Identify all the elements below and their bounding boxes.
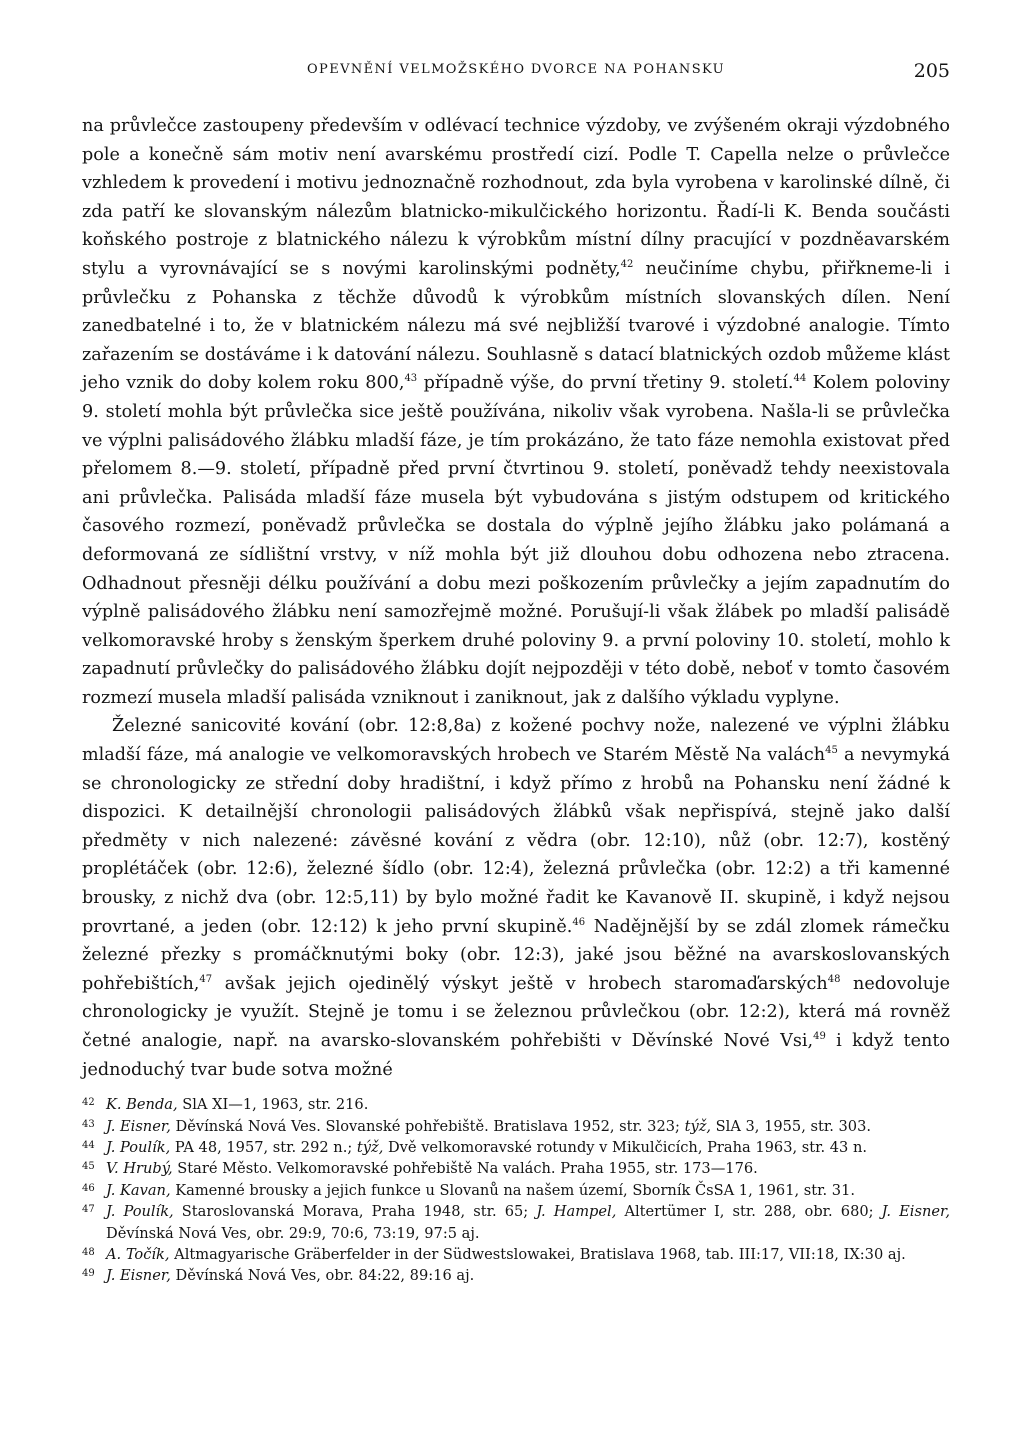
footnote-ref: 43 — [404, 373, 418, 385]
author-name: J. Hampel, — [536, 1203, 617, 1221]
text-run: SlA 3, 1955, str. 303. — [711, 1117, 871, 1135]
footnote-text — [106, 1116, 950, 1137]
footnote-number: 43 — [82, 1118, 95, 1130]
text-run: Děvínská Nová Ves, obr. 29:9, 70:6, 73:19, 97:5 aj. — [106, 1224, 480, 1242]
text-run: Dvě velkomoravské rotundy v Mikulčicích, Praha 1963, str. 43 n. — [383, 1139, 868, 1156]
text-run: Kamenné brousky a jejich funkce u Slovanů na našem území, Sborník ČsSA 1, 1961, str. 31. — [170, 1181, 855, 1199]
text-run: Nadějnější by se zdál zlomek rámečku železné přezky s promáčknutými boky (obr. 12:3), jaké jsou běžné na avarskoslovanských pohřebištích, — [82, 916, 950, 994]
footnote — [82, 1158, 950, 1179]
footnote — [82, 1137, 950, 1158]
text-run: neučiníme chybu, přiřkneme-li i průvlečku z Pohanska z těchže důvodů k výrobkům místních slovanských dílen. Není zanedbatelné i to, že v blatnickém nálezu má své nejbližší tvarové i výzdobné analogie. Tímto zařazením se dostáváme i k datování nálezu. Souhlasně s datací blatnických ozdob můžeme klást jeho vznik do doby kolem roku 800, — [82, 258, 950, 394]
paragraph — [82, 112, 950, 712]
text-run: Kolem poloviny 9. století mohla být průvlečka sice ještě používána, nikoliv však vyrobena. Našla-li se průvlečka ve výplni palisádového žlábku mladší fáze, je tím prokázáno, že tato fáze nemohla existovat před přelomem 8.—9. století, případně před první čtvrtinou 9. století, poněvadž tehdy neexistovala ani průvlečka. Palisáda mladší fáze musela být vybudována s jistým odstupem od kritického časového rozmezí, poněvadž průvlečka se dostala do výplně jejího žlábku jako polámaná a deformovaná ze sídlištní vrstvy, v níž mohla být již dlouhou dobu odhozena nebo ztracena. Odhadnout přesněji délku používání a dobu mezi poškozením průvlečky a jejím zapadnutím do výplně palisádového žlábku není samozřejmě možné. Porušují-li však žlábek po mladší palisádě velkomoravské hroby s ženským šperkem druhé poloviny 9. a první poloviny 10. století, mohlo k zapadnutí průvlečky do palisádového žlábku dojít nejpozději v této době, neboť v tomto časovém rozmezí musela mladší palisáda vzniknout i zaniknout, jak z dalšího výkladu vyplyne. — [82, 373, 951, 708]
text-run: Altertümer I, str. 288, obr. 680; — [616, 1203, 882, 1221]
footnote-ref: 49 — [813, 1031, 826, 1043]
footnote-number: 45 — [82, 1161, 95, 1173]
footnote-number: 49 — [82, 1268, 95, 1280]
author-name: J. Poulík, — [106, 1203, 174, 1221]
footnotes — [82, 1094, 950, 1287]
text-run: na průvlečce zastoupeny především v odlévací technice výzdoby, ve zvýšeném okraji výzdobného pole a konečně sám motiv není avarskému prostředí cizí. Podle T. Capella nelze o průvlečce vzhledem k provedení i motivu jednoznačně rozhodnout, zda byla vyrobena v karolinské dílně, či zda patří ke slovanským nálezům blatnicko-mikulčického horizontu. Řadí-li K. Benda součásti koňského postroje z blatnického nálezu k výrobkům místní dílny pracující v pozdněavarském stylu a vyrovnávající se s novými karolinskými podněty, — [82, 116, 950, 279]
text-run: Děvínská Nová Ves, obr. 84:22, 89:16 aj. — [170, 1267, 475, 1285]
author-name: týž, — [356, 1139, 384, 1156]
text-run: Železné sanicovité kování (obr. 12:8,8a) z kožené pochvy nože, nalezené ve výplni žlábku mladší fáze, má analogie ve velkomoravských hrobech ve Starém Městě Na valách — [82, 716, 950, 766]
footnote-ref: 44 — [793, 373, 807, 385]
text-run: případně výše, do první třetiny 9. století. — [417, 373, 794, 394]
footnote-text — [106, 1094, 950, 1115]
footnote-ref: 47 — [199, 973, 213, 985]
author-name: A. Točík, — [106, 1246, 170, 1264]
text-run: nedovoluje chronologicky je využít. Stejně je tomu i se železnou průvlečkou (obr. 12:2), která má rovněž četné analogie, např. na avarsko-slovanském pohřebišti v Děvínské Nové Vsi, — [82, 973, 950, 1051]
author-name: J. Poulík, — [106, 1139, 171, 1156]
body-text — [82, 112, 950, 1084]
author-name: J. Kavan, — [106, 1181, 171, 1199]
text-run: avšak jejich ojedinělý výskyt ještě v hrobech staromaďarských — [212, 973, 828, 994]
footnote-text — [106, 1201, 950, 1244]
footnote — [82, 1094, 950, 1115]
footnote-number: 42 — [82, 1097, 95, 1109]
footnote-number: 46 — [82, 1182, 95, 1194]
author-name: J. Eisner, — [106, 1267, 171, 1285]
text-run: SlA XI—1, 1963, str. 216. — [177, 1096, 369, 1114]
footnote — [82, 1201, 950, 1244]
text-run: Staroslovanská Morava, Praha 1948, str. 65; — [173, 1203, 537, 1221]
footnote-text — [106, 1265, 950, 1286]
footnote-ref: 42 — [620, 259, 634, 271]
footnote-number: 47 — [82, 1204, 95, 1216]
text-run: Staré Město. Velkomoravské pohřebiště Na valách. Praha 1955, str. 173—176. — [172, 1160, 758, 1178]
footnote — [82, 1265, 950, 1286]
text-run: Děvínská Nová Ves. Slovanské pohřebiště. Bratislava 1952, str. 323; — [170, 1117, 685, 1135]
running-head — [82, 60, 950, 88]
footnote-number: 44 — [82, 1140, 95, 1151]
author-name: K. Benda, — [106, 1096, 178, 1114]
footnote — [82, 1116, 950, 1137]
footnote-ref: 46 — [572, 916, 586, 928]
text-run: i když tento jednoduchý tvar bude sotva možné — [82, 1031, 951, 1080]
text-run: Altmagyarische Gräberfelder in der Südwestslowakei, Bratislava 1968, tab. III:17, VII:18, IX:30 aj. — [169, 1246, 906, 1264]
footnote-ref: 45 — [825, 745, 838, 757]
footnote-text — [106, 1158, 950, 1179]
author-name: týž, — [684, 1117, 712, 1135]
footnote — [82, 1244, 950, 1265]
running-title: OPEVNĚNÍ VELMOŽSKÉHO DVORCE NA POHANSKU — [306, 62, 726, 77]
paragraph — [82, 712, 950, 1084]
author-name: J. Eisner, — [106, 1117, 171, 1135]
footnote-text — [106, 1244, 950, 1265]
footnote-text — [106, 1180, 950, 1201]
footnote — [82, 1180, 950, 1201]
author-name: V. Hrubý, — [106, 1160, 173, 1178]
footnote-ref: 48 — [827, 973, 841, 985]
footnote-text — [106, 1137, 950, 1158]
text-run: a nevymyká se chronologicky ze střední doby hradištní, i když přímo z hrobů na Pohansku není žádné k dispozici. K detailnější chronologii palisádových žlábků však nepřispívá, stejně jako další předměty v nich nalezené: závěsné kování z vědra (obr. 12:10), nůž (obr. 12:7), kostěný proplétáček (obr. 12:6), železné šídlo (obr. 12:4), železná průvlečka (obr. 12:2) a tři kamenné brousky, z nichž dva (obr. 12:5,11) by bylo možné řadit ke Kavanově II. skupině, i když nejsou provrtané, a jeden (obr. 12:12) k jeho první skupině. — [82, 745, 950, 937]
page — [82, 60, 950, 1287]
page-number: 205 — [913, 60, 950, 82]
footnote-number: 48 — [82, 1247, 95, 1259]
text-run: PA 48, 1957, str. 292 n.; — [170, 1139, 357, 1156]
author-name: J. Eisner, — [881, 1203, 950, 1221]
